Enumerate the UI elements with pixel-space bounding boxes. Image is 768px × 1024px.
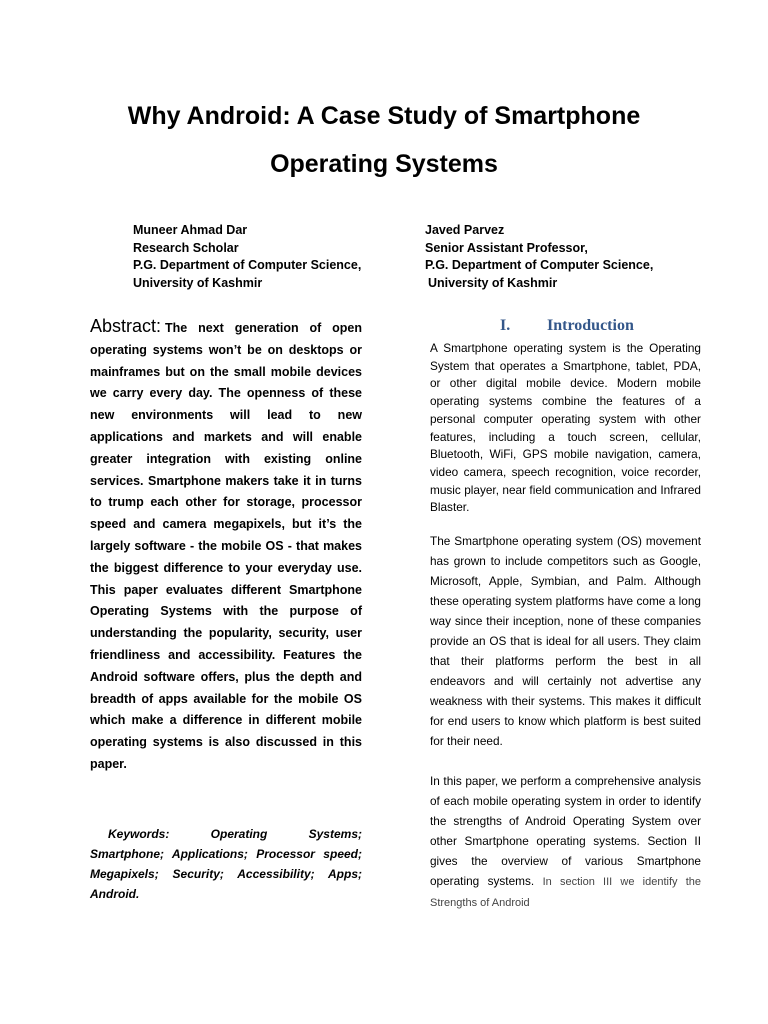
intro-paragraph-3-text: In this paper, we perform a comprehensive analysis of each mobile operating system in order to identify the strengths of Android Operating System over other Smartphone operating systems. Section II gives the overview of various Smartphone operating systems. [430,774,701,888]
intro-paragraph-2: The Smartphone operating system (OS) movement has grown to include competitors such as Google, Microsoft, Apple, Symbian, and Palm. Although these operating system platforms have come a long way since their inception, none of these companies provide an OS that is ideal for all users. They claim that their platforms perform the best in all endeavors and will certainly not advertise any weakness with their systems. This makes it difficult for end users to know which platform is best suited for their need. [430,534,701,748]
section-title: Introduction [547,317,634,334]
intro-paragraph-3-tail: In section III we identify the Strengths of Android [430,876,702,909]
author-role: Research Scholar [133,240,239,255]
author-block-2 [425,222,653,292]
author-university: University of Kashmir [133,275,263,290]
author-university: University of Kashmir [428,275,558,290]
abstract-text: The next generation of open operating systems won’t be on desktops or mainframes but on the small mobile devices we carry every day. The openness of these new environments will lead to new applications and markets and will enable greater integration with existing online services. Smartphone makers take it in turns to trump each other for storage, processor speed and camera megapixels, but it’s the largely software - the mobile OS - that makes the biggest difference to your everyday use. This paper evaluates different Smartphone Operating Systems with the purpose of understanding the popularity, security, user friendliness and accessibility. Features the Android software offers, plus the depth and breadth of apps available for the mobile OS which make a difference in different mobile operating systems is also discussed in this paper. [90,321,362,771]
intro-paragraph-1: A Smartphone operating system is the Operating System that operates a Smartphone, tablet, PDA, or other digital mobile device. Modern mobile operating systems combine the features of a personal computer operating system with other features, including a touch screen, cellular, Bluetooth, WiFi, GPS mobile navigation, camera, video camera, speech recognition, voice recorder, music player, near field communication and Infrared Blaster. [430,341,701,515]
abstract-label: Abstract: [90,316,162,336]
author-role: Senior Assistant Professor, [425,240,588,255]
keywords: Keywords: Operating Systems; Smartphone; Applications; Processor speed; Megapixels; Security; Accessibility; Apps; Android. [90,827,362,901]
intro-paragraph-3 [430,771,701,913]
author-department: P.G. Department of Computer Science, [133,258,362,272]
title-line-2: Operating Systems [270,150,498,178]
author-name: Muneer Ahmad Dar [133,223,248,237]
author-name: Javed Parvez [425,223,505,237]
section-number: I. [500,317,511,334]
paper-title [80,92,688,188]
author-block-1 [133,222,361,292]
author-department: P.G. Department of Computer Science, [425,258,654,272]
abstract-section [90,316,362,776]
title-line-1: Why Android: A Case Study of Smartphone [127,102,641,130]
